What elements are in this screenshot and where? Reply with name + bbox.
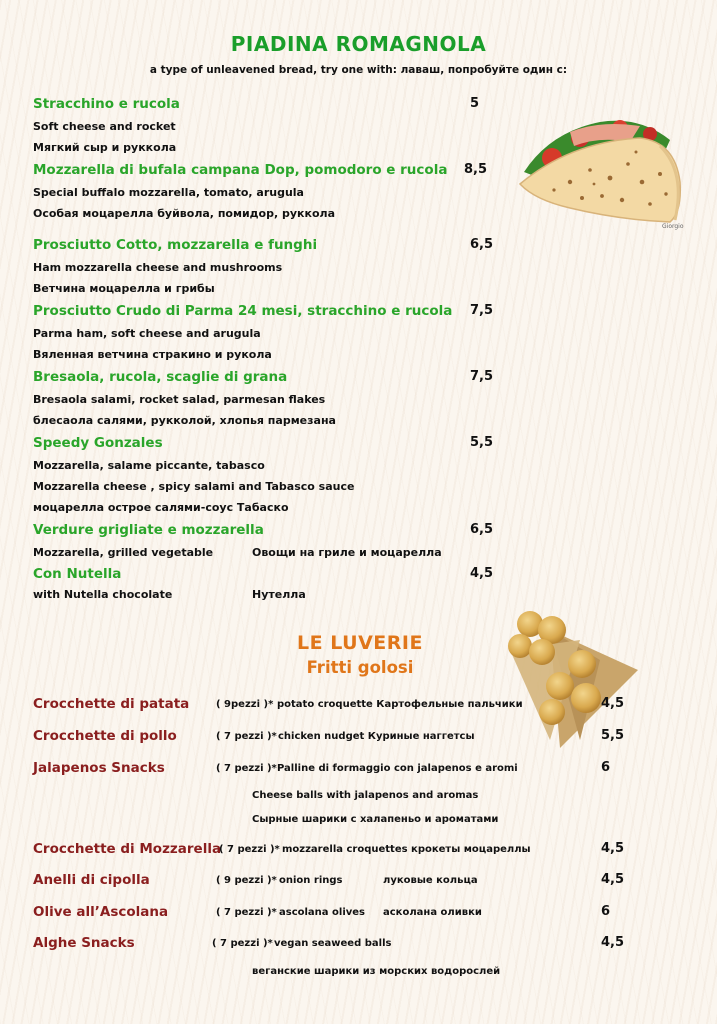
menu-item-desc-ru: Вяленная ветчина стракино и рукола xyxy=(33,348,272,361)
snack-item-price: 4,5 xyxy=(601,935,625,950)
snack-item-pieces: ( 7 pezzi )* xyxy=(216,731,277,742)
snack-item-desc-en: Cheese balls with jalapenos and aromas xyxy=(252,790,479,801)
menu-item-price: 7,5 xyxy=(470,369,494,384)
menu-item-desc-ru: Особая моцарелла буйвола, помидор, руккола xyxy=(33,207,336,220)
menu-item-name: Stracchino e rucola xyxy=(33,96,180,112)
menu-item-desc-en: Mozzarella, grilled vegetable xyxy=(33,546,214,559)
snack-item-pieces: ( 7 pezzi )* xyxy=(219,844,280,855)
menu-item-price: 5 xyxy=(470,96,480,111)
menu-item-desc-ru: Ветчина моцарелла и грибы xyxy=(33,282,215,295)
menu-item-name: Verdure grigliate e mozzarella xyxy=(33,522,264,538)
snack-item-name: Olive all’Ascolana xyxy=(33,904,169,920)
menu-item-name: Speedy Gonzales xyxy=(33,435,163,451)
menu-item-desc-en: with Nutella chocolate xyxy=(33,588,173,601)
menu-item-desc-ru: Овощи на гриле и моцарелла xyxy=(252,546,442,559)
snack-item-pieces: ( 9pezzi )* xyxy=(216,699,274,710)
luverie-subtitle: Fritti golosi xyxy=(306,658,414,677)
snack-item-price: 4,5 xyxy=(601,841,625,856)
menu-item-price: 6,5 xyxy=(470,522,494,537)
menu-item-price: 5,5 xyxy=(470,435,494,450)
snack-item-desc: chicken nudget Куриные наггетсы xyxy=(278,731,475,742)
piadina-title: PIADINA ROMAGNOLA xyxy=(230,32,487,56)
menu-item-desc: Mozzarella, salame piccante, tabasco xyxy=(33,459,265,472)
image-watermark: Giorgio xyxy=(662,223,684,230)
snack-item-desc-ru: веганские шарики из морских водорослей xyxy=(252,966,501,977)
snack-item-price: 4,5 xyxy=(601,872,625,887)
piadina-image xyxy=(510,112,692,234)
snack-item-desc-ru: асколана оливки xyxy=(383,907,482,918)
snack-item-desc: Palline di formaggio con jalapenos e aromi xyxy=(277,763,518,774)
snack-item-desc-ru: луковые кольца xyxy=(383,875,478,886)
snack-item-pieces: ( 7 pezzi )* xyxy=(212,938,273,949)
snack-item-name: Jalapenos Snacks xyxy=(33,760,165,776)
snack-item-name: Crocchette di Mozzarella xyxy=(33,841,222,857)
snack-item-desc-ru: Сырные шарики с халапеньо и ароматами xyxy=(252,814,499,825)
snack-item-pieces: ( 7 pezzi )* xyxy=(216,763,277,774)
snack-item-desc: mozzarella croquettes крокеты моцареллы xyxy=(282,844,531,855)
snack-item-name: Crocchette di patata xyxy=(33,696,190,712)
snack-item-price: 4,5 xyxy=(601,696,625,711)
menu-item-price: 4,5 xyxy=(470,566,494,581)
menu-item-desc-ru: моцарелла острое салями-соус Табаско xyxy=(33,501,289,514)
snack-item-pieces: ( 9 pezzi )* xyxy=(216,875,277,886)
menu-item-desc-ru: Нутелла xyxy=(252,588,306,601)
menu-item-desc-ru: блесаола салями, рукколой, хлопья пармезана xyxy=(33,414,336,427)
snack-item-desc: ascolana olives xyxy=(279,907,366,918)
menu-item-desc-en: Mozzarella cheese , spicy salami and Tabasco sauce xyxy=(33,480,355,493)
menu-item-desc-en: Soft cheese and rocket xyxy=(33,120,176,133)
snack-item-desc: vegan seaweed balls xyxy=(274,938,392,949)
menu-item-name: Prosciutto Crudo di Parma 24 mesi, stracchino e rucola xyxy=(33,303,453,319)
menu-item-desc-en: Special buffalo mozzarella, tomato, arugula xyxy=(33,186,304,199)
snack-item-price: 5,5 xyxy=(601,728,625,743)
menu-item-desc-en: Bresaola salami, rocket salad, parmesan flakes xyxy=(33,393,326,406)
menu-item-name: Prosciutto Cotto, mozzarella e funghi xyxy=(33,237,318,253)
snack-item-pieces: ( 7 pezzi )* xyxy=(216,907,277,918)
snack-item-desc: potato croquette Картофельные пальчики xyxy=(277,699,523,710)
luverie-title: LE LUVERIE xyxy=(297,632,423,654)
menu-item-price: 8,5 xyxy=(464,162,488,177)
snack-item-name: Crocchette di pollo xyxy=(33,728,177,744)
menu-item-desc-en: Parma ham, soft cheese and arugula xyxy=(33,327,261,340)
menu-item-name: Bresaola, rucola, scaglie di grana xyxy=(33,369,288,385)
snack-item-name: Anelli di cipolla xyxy=(33,872,150,888)
snack-item-price: 6 xyxy=(601,760,611,775)
snack-item-name: Alghe Snacks xyxy=(33,935,135,951)
snack-item-desc: onion rings xyxy=(279,875,343,886)
menu-item-price: 7,5 xyxy=(470,303,494,318)
menu-item-desc-ru: Мягкий сыр и руккола xyxy=(33,141,177,154)
menu-item-price: 6,5 xyxy=(470,237,494,252)
piadina-subtitle: a type of unleavened bread, try one with: лаваш, попробуйте один с: xyxy=(149,64,568,76)
menu-item-name: Mozzarella di bufala campana Dop, pomodoro e rucola xyxy=(33,162,448,178)
snack-item-price: 6 xyxy=(601,904,611,919)
menu-item-desc-en: Ham mozzarella cheese and mushrooms xyxy=(33,261,283,274)
menu-item-name: Con Nutella xyxy=(33,566,122,582)
